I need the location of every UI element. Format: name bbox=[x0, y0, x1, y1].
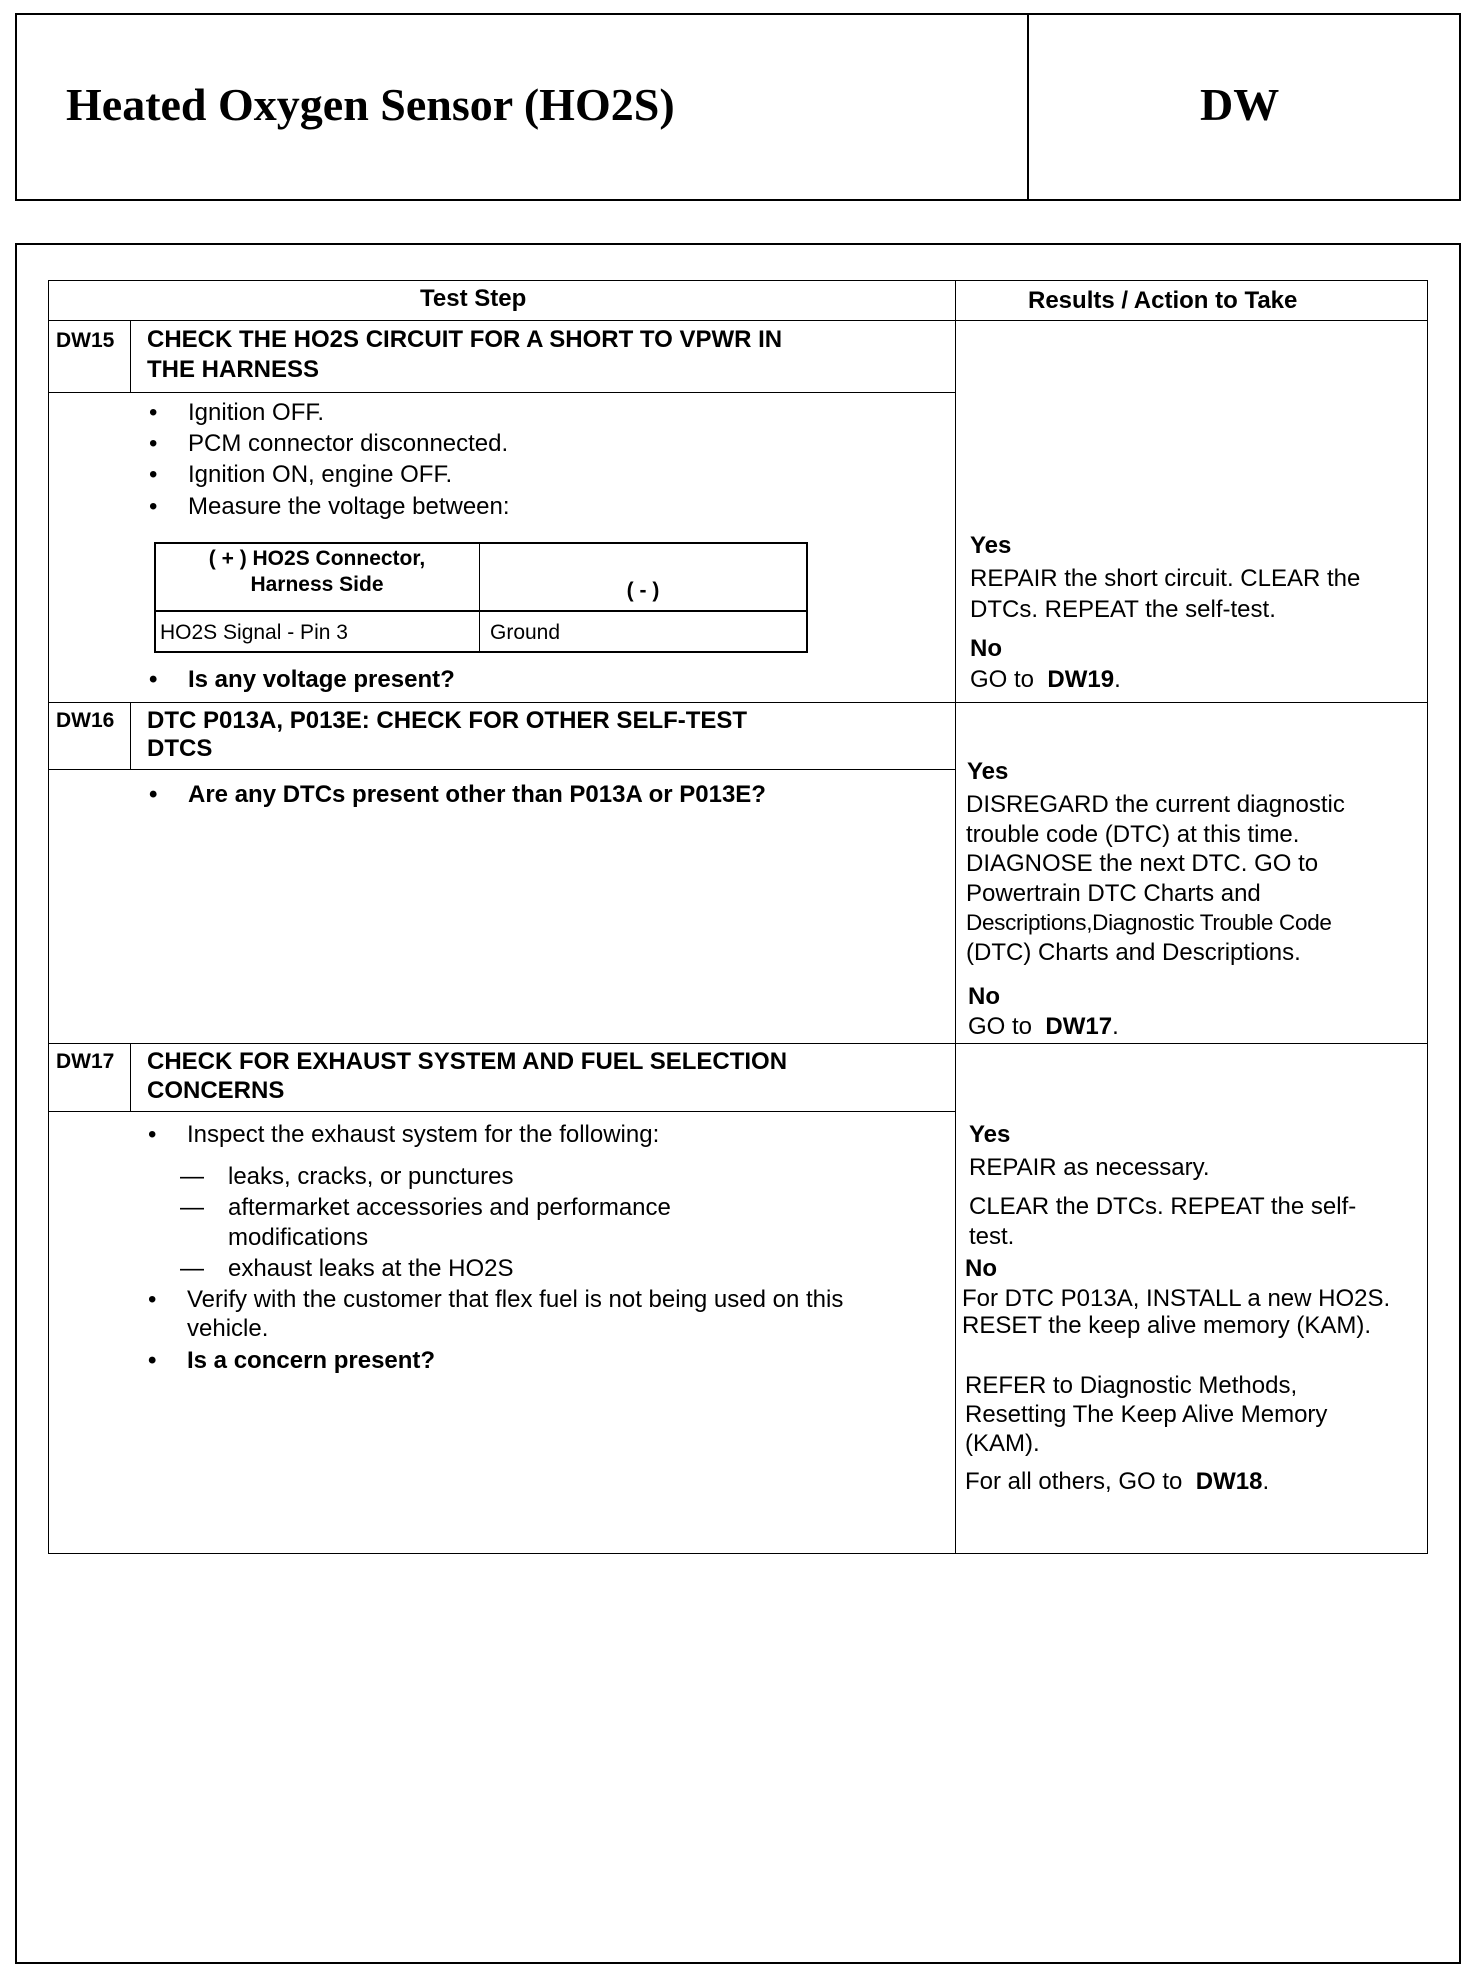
no-action: For DTC P013A, INSTALL a new HO2S. RESET the keep alive memory (KAM). bbox=[962, 1285, 1391, 1339]
no-action bbox=[970, 665, 1121, 695]
dash-item: — exhaust leaks at the HO2S bbox=[228, 1254, 514, 1284]
measure-row-negative: Ground bbox=[490, 621, 561, 644]
no-label: No bbox=[970, 635, 1002, 662]
no-others bbox=[965, 1467, 1269, 1497]
col-results: Results / Action to Take bbox=[1028, 287, 1298, 314]
section-code: DW bbox=[1200, 79, 1280, 130]
bullet-item: • Ignition OFF. bbox=[188, 398, 324, 428]
step-id-divider bbox=[130, 320, 131, 392]
step-title-line-2: CONCERNS bbox=[147, 1077, 285, 1104]
step-title-line-2: DTCS bbox=[147, 735, 213, 762]
step-id: DW16 bbox=[56, 709, 115, 732]
step-title bbox=[147, 707, 747, 763]
no-action-end: . bbox=[1262, 1468, 1270, 1495]
col-test-step: Test Step bbox=[420, 285, 527, 312]
dash-item: — leaks, cracks, or punctures bbox=[228, 1162, 513, 1192]
column-divider bbox=[955, 280, 956, 1554]
yes-line: DISREGARD the current diagnostic bbox=[966, 791, 1345, 818]
measure-row-positive: HO2S Signal - Pin 3 bbox=[160, 621, 348, 644]
bullet-item: • Ignition ON, engine OFF. bbox=[188, 460, 452, 490]
question: • Is a concern present? bbox=[187, 1346, 435, 1376]
yes-line: DIAGNOSE the next DTC. GO to bbox=[966, 850, 1319, 877]
header-divider bbox=[1027, 13, 1029, 201]
yes-label: Yes bbox=[967, 758, 1009, 785]
no-refer: REFER to Diagnostic Methods, Resetting The Keep Alive Memory (KAM). bbox=[965, 1372, 1328, 1457]
measure-table-row-line bbox=[154, 610, 808, 612]
row-divider bbox=[48, 702, 1428, 703]
step-title-line-1: DTC P013A, P013E: CHECK FOR OTHER SELF-TEST bbox=[147, 707, 748, 734]
no-label: No bbox=[965, 1255, 997, 1282]
step-id-divider bbox=[130, 702, 131, 769]
yes-line: trouble code (DTC) at this time. bbox=[966, 820, 1300, 848]
step-title-line-1: CHECK FOR EXHAUST SYSTEM AND FUEL SELECTION bbox=[147, 1048, 788, 1075]
goto-link-dw19[interactable]: DW19 bbox=[1047, 666, 1115, 693]
yes-action bbox=[966, 790, 1345, 967]
yes-line: (DTC) Charts and Descriptions. bbox=[966, 938, 1301, 966]
bullet-item: • Verify with the customer that flex fuel is not being used on this vehicle. bbox=[187, 1285, 927, 1343]
bullet-item: • Measure the voltage between: bbox=[188, 492, 510, 522]
yes-action: REPAIR as necessary. bbox=[969, 1154, 1210, 1181]
step-title-line bbox=[48, 769, 955, 770]
step-title-line bbox=[48, 1111, 955, 1112]
yes-label: Yes bbox=[969, 1121, 1011, 1148]
head-pos-line-2: Harness Side bbox=[250, 573, 384, 596]
no-action-end: . bbox=[1112, 1013, 1119, 1040]
no-action-end: . bbox=[1114, 666, 1121, 693]
no-action bbox=[968, 1012, 1119, 1042]
row-divider bbox=[48, 1043, 1428, 1044]
yes-line: Powertrain DTC Charts and bbox=[966, 879, 1261, 907]
measure-head-positive bbox=[156, 546, 478, 598]
page-title: Heated Oxygen Sensor (HO2S) bbox=[66, 79, 675, 130]
dash-item: — aftermarket accessories and performance modifications bbox=[228, 1193, 788, 1253]
step-id-divider bbox=[130, 1043, 131, 1111]
yes-action: CLEAR the DTCs. REPEAT the self-test. bbox=[969, 1193, 1357, 1250]
no-action-text: GO to bbox=[970, 666, 1035, 693]
bullet-item: • Inspect the exhaust system for the following: bbox=[187, 1120, 659, 1150]
bullet-item: • PCM connector disconnected. bbox=[188, 429, 508, 459]
no-others-text: For all others, GO to bbox=[965, 1468, 1183, 1495]
measure-head-negative: ( - ) bbox=[626, 579, 660, 602]
yes-action: REPAIR the short circuit. CLEAR the DTCs. REPEAT the self-test. bbox=[970, 565, 1361, 623]
step-title bbox=[147, 1047, 787, 1105]
header-row-line bbox=[48, 320, 1428, 321]
step-title bbox=[147, 325, 782, 385]
question: • Are any DTCs present other than P013A or P013E? bbox=[188, 780, 766, 810]
step-title-line-1: CHECK THE HO2S CIRCUIT FOR A SHORT TO VPWR IN bbox=[147, 326, 783, 353]
no-label: No bbox=[968, 983, 1000, 1010]
step-title-line-2: THE HARNESS bbox=[147, 356, 320, 383]
goto-link-dw18[interactable]: DW18 bbox=[1195, 1468, 1263, 1495]
step-id: DW15 bbox=[56, 329, 115, 352]
step-title-line bbox=[48, 392, 955, 393]
yes-label: Yes bbox=[970, 532, 1012, 559]
yes-line: Descriptions,Diagnostic Trouble Code bbox=[966, 910, 1332, 935]
goto-link-dw17[interactable]: DW17 bbox=[1045, 1013, 1113, 1040]
head-pos-line-1: ( + ) HO2S Connector, bbox=[208, 547, 426, 570]
no-action-text: GO to bbox=[968, 1013, 1033, 1040]
question: • Is any voltage present? bbox=[188, 665, 455, 695]
step-id: DW17 bbox=[56, 1050, 115, 1073]
